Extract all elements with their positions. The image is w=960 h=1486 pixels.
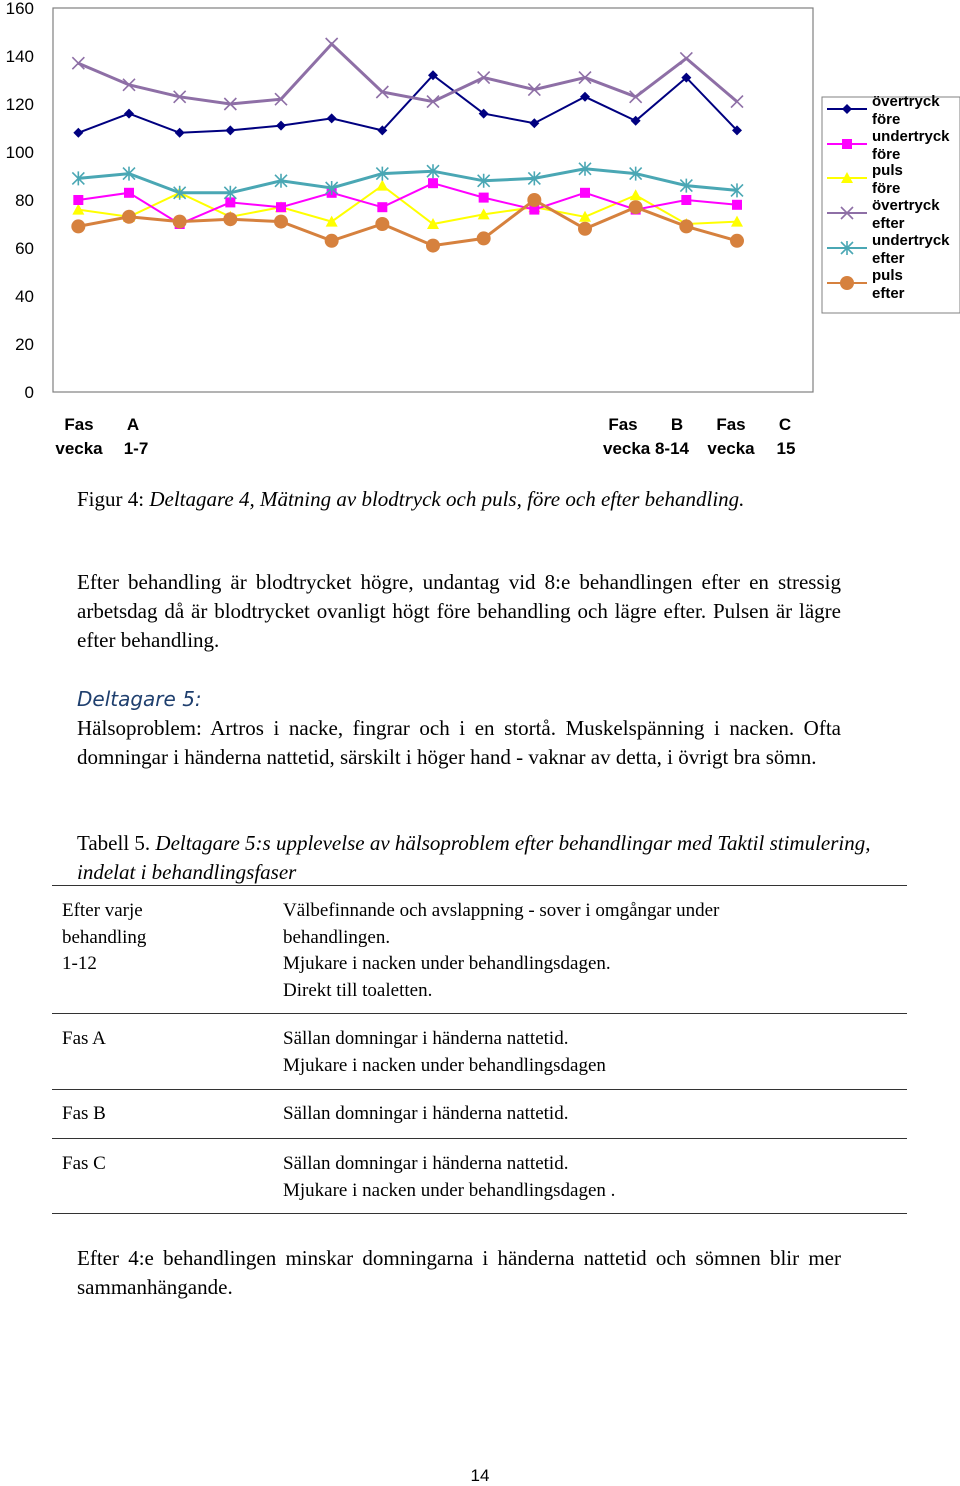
cell-line: Sällan domningar i händerna nattetid. — [283, 1153, 569, 1174]
legend-label: undertryck — [872, 128, 950, 145]
table-cell-experience — [283, 898, 903, 1004]
paragraph-health-problems: Hälsoproblem: Artros i nacke, fingrar och i en stortå. Muskelspänning i nacken. Ofta domningar i händerna nattetid, särskilt i höger hand - vaknar av detta, i övrigt bra sömn. — [77, 716, 841, 769]
y-tick-label: 160 — [5, 0, 34, 18]
x-tick-label: Fas — [716, 415, 746, 434]
x-tick-label: B — [670, 415, 684, 434]
x-tick-label: 1-7 — [123, 439, 149, 458]
cell-line: Fas B — [62, 1103, 106, 1124]
cell-line: Fas A — [62, 1028, 106, 1049]
data-point — [479, 193, 489, 203]
table-cell-experience — [283, 1151, 903, 1204]
x-tick-label: A — [126, 415, 140, 434]
data-point — [840, 276, 854, 290]
legend-label: övertryck — [872, 93, 940, 110]
x-tick-label: 15 — [776, 439, 796, 458]
blood-pressure-pulse-chart — [0, 0, 960, 470]
legend-label: efter — [872, 215, 905, 232]
data-point — [732, 200, 742, 210]
data-point — [274, 215, 288, 229]
data-point — [223, 212, 237, 226]
y-tick-label: 80 — [15, 191, 34, 210]
legend-label: efter — [872, 285, 905, 302]
table-cell-experience — [283, 1101, 903, 1128]
table-rule — [52, 1213, 907, 1214]
cell-line: Sällan domningar i händerna nattetid. — [283, 1103, 569, 1124]
figure-caption-label: Figur 4: — [77, 487, 150, 511]
data-point — [730, 234, 744, 248]
data-point — [580, 188, 590, 198]
data-point — [276, 202, 286, 212]
plot-area — [53, 8, 813, 392]
data-point — [73, 195, 83, 205]
cell-line: Välbefinnande och avslappning - sover i omgångar under — [283, 900, 720, 921]
x-tick-label: vecka 8-14 — [602, 439, 690, 458]
cell-line: Mjukare i nacken under behandlingsdagen . — [283, 1179, 616, 1201]
table-cell-phase — [62, 1101, 262, 1128]
y-tick-label: 0 — [24, 383, 34, 402]
data-point — [527, 193, 541, 207]
legend-label: före — [872, 180, 901, 197]
table-caption-text: Deltagare 5:s upplevelse av hälsoproblem efter behandlingar med Taktil stimulering, indelat i behandlingsfaser — [77, 831, 871, 884]
data-point — [578, 222, 592, 236]
legend-label: före — [872, 146, 901, 163]
x-tick-label: vecka — [55, 439, 103, 458]
data-point — [426, 239, 440, 253]
legend-label: efter — [872, 250, 905, 267]
cell-line: behandling — [62, 926, 147, 948]
table-caption — [77, 829, 877, 887]
figure-caption-text: Deltagare 4, Mätning av blodtryck och puls, före och efter behandling. — [149, 487, 745, 511]
paragraph-blood-pressure: Efter behandling är blodtrycket högre, undantag vid 8:e behandlingen efter en stressig arbetsdag då är blodtrycket ovanligt högt före behandling och lägre efter. Pulsen är lägre efter behandling. — [77, 570, 841, 652]
data-point — [71, 219, 85, 233]
cell-line: 1-12 — [62, 953, 97, 974]
cell-line: Direkt till toaletten. — [283, 979, 433, 1001]
page-number: 14 — [470, 1466, 490, 1485]
cell-line: Mjukare i nacken under behandlingsdagen — [283, 1054, 606, 1076]
table-rule — [52, 885, 907, 886]
y-tick-label: 40 — [15, 287, 34, 306]
y-tick-label: 140 — [5, 47, 34, 66]
data-point — [325, 234, 339, 248]
legend-label: undertryck — [872, 232, 950, 249]
y-tick-label: 60 — [15, 239, 34, 258]
legend-label: puls — [872, 162, 903, 179]
x-tick-label: Fas — [64, 415, 94, 434]
cell-line: behandlingen. — [283, 926, 391, 948]
x-tick-label: Fas — [608, 415, 638, 434]
data-point — [173, 215, 187, 229]
x-tick-label: C — [778, 415, 792, 434]
data-point — [428, 178, 438, 188]
x-tick-label: vecka — [707, 439, 755, 458]
cell-line: Mjukare i nacken under behandlingsdagen. — [283, 953, 611, 974]
data-point — [842, 139, 852, 149]
cell-line: Fas C — [62, 1153, 106, 1174]
table-rule — [52, 1138, 907, 1139]
table-rule — [52, 1013, 907, 1014]
table-cell-phase — [62, 1151, 262, 1178]
data-point — [375, 217, 389, 231]
table-caption-label: Tabell 5. — [77, 831, 156, 855]
data-point — [681, 195, 691, 205]
y-tick-label: 20 — [15, 335, 34, 354]
paragraph-conclusion: Efter 4:e behandlingen minskar domningarna i händerna nattetid och sömnen blir mer sammanhängande. — [77, 1246, 841, 1299]
data-point — [679, 219, 693, 233]
table-rule — [52, 1089, 907, 1090]
cell-line: Efter varje — [62, 900, 143, 921]
y-tick-label: 120 — [5, 95, 34, 114]
data-point — [377, 202, 387, 212]
data-point — [629, 200, 643, 214]
data-point — [124, 188, 134, 198]
legend-label: före — [872, 111, 901, 128]
y-tick-label: 100 — [5, 143, 34, 162]
cell-line: Sällan domningar i händerna nattetid. — [283, 1028, 569, 1049]
table-cell-phase — [62, 1026, 262, 1053]
table-cell-experience — [283, 1026, 903, 1079]
figure-caption — [77, 485, 877, 514]
legend-label: puls — [872, 267, 903, 284]
section-heading: Deltagare 5: — [77, 687, 202, 711]
legend-label: övertryck — [872, 197, 940, 214]
data-point — [122, 210, 136, 224]
data-point — [477, 231, 491, 245]
table-cell-phase — [62, 898, 262, 978]
